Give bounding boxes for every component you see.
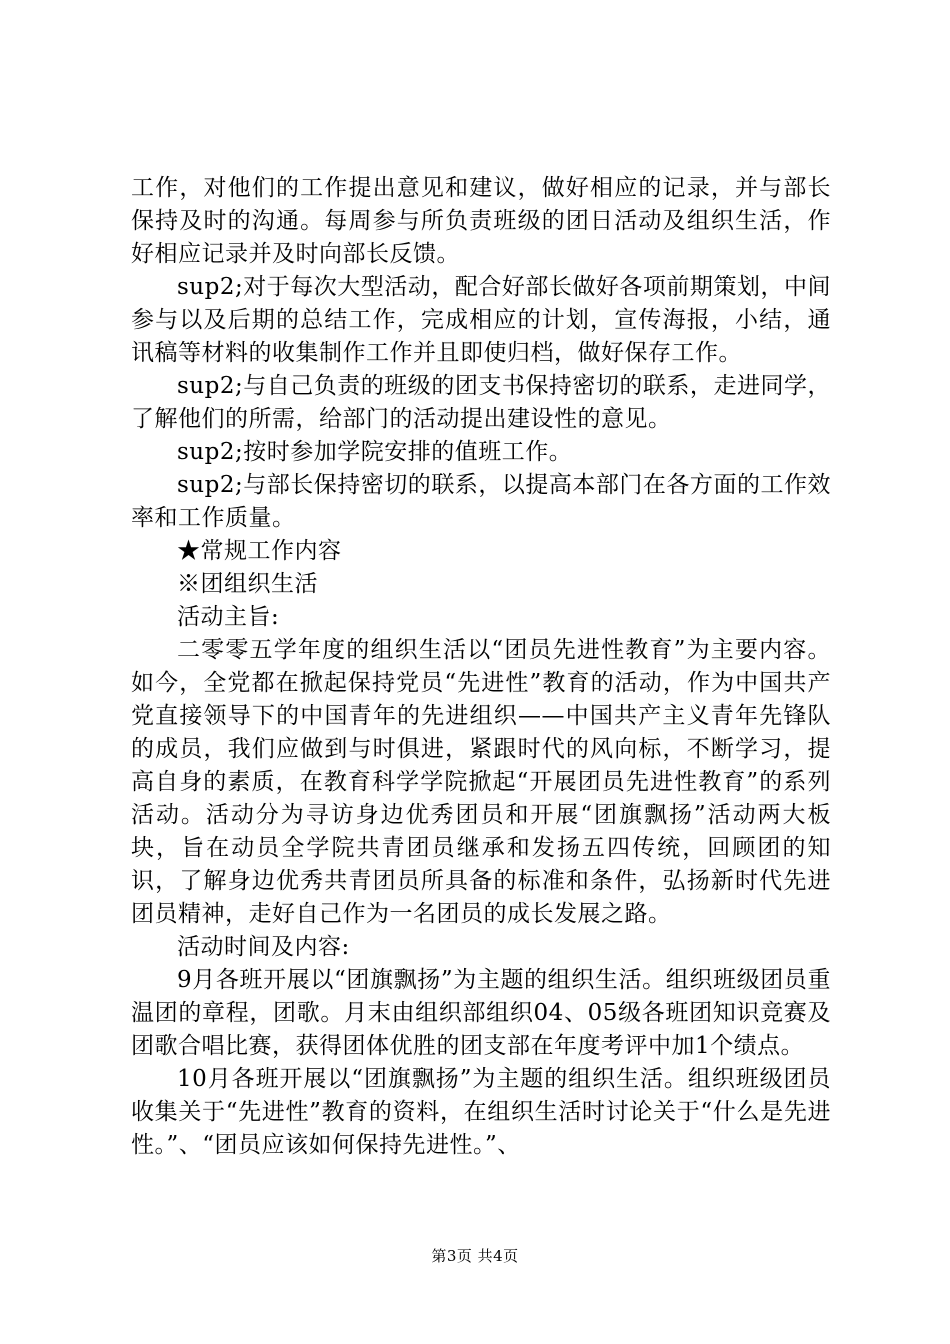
paragraph-large-activities: sup2;对于每次大型活动，配合好部长做好各项前期策划，中间参与以及后期的总结工作，完成相应的计划，宣传海报，小结，通讯稿等材料的收集制作工作并且即使归档，做好保存工作。 bbox=[131, 274, 831, 366]
label-activity-schedule: 活动时间及内容: bbox=[177, 934, 350, 960]
label-activity-purpose: 活动主旨: bbox=[177, 604, 280, 630]
paragraph-minister-contact: sup2;与部长保持密切的联系，以提高本部门在各方面的工作效率和工作质量。 bbox=[131, 472, 831, 531]
paragraph-october-plan: 10月各班开展以“团旗飘扬”为主题的组织生活。组织班级团员收集关于“先进性”教育的资料，在组织生活时讨论关于“什么是先进性。”、“团员应该如何保持先进性。”、 bbox=[131, 1066, 831, 1158]
paragraph-september-plan: 9月各班开展以“团旗飘扬”为主题的组织生活。组织班级团员重温团的章程，团歌。月末由组织部组织04、05级各班团知识竞赛及团歌合唱比赛，获得团体优胜的团支部在年度考评中加1个绩点。 bbox=[131, 967, 831, 1059]
paragraph-duty-shift: sup2;按时参加学院安排的值班工作。 bbox=[177, 439, 573, 465]
paragraph-activity-purpose: 二零零五学年度的组织生活以“团员先进性教育”为主要内容。如今，全党都在掀起保持党员“先进性”教育的活动，作为中国共产党直接领导下的中国青年的先进组织——中国共产主义青年先锋队的成员，我们应做到与时俱进，紧跟时代的风向标，不断学习，提高自身的素质，在教育科学学院掀起“开展团员先进性教育”的系列活动。活动分为寻访身边优秀团员和开展“团旗飘扬”活动两大板块，旨在动员全学院共青团员继承和发扬五四传统，回顾团的知识，了解身边优秀共青团员所具备的标准和条件，弘扬新时代先进团员精神，走好自己作为一名团员的成长发展之路。 bbox=[131, 637, 831, 927]
paragraph-continued-duties: 工作，对他们的工作提出意见和建议，做好相应的记录，并与部长保持及时的沟通。每周参与所负责班级的团日活动及组织生活，作好相应记录并及时向部长反馈。 bbox=[131, 175, 831, 267]
section-heading-league-life: ※团组织生活 bbox=[177, 571, 318, 597]
document-body bbox=[131, 172, 831, 1162]
section-heading-routine-work: ★常规工作内容 bbox=[177, 538, 342, 564]
paragraph-class-liaison: sup2;与自己负责的班级的团支书保持密切的联系，走进同学，了解他们的所需，给部门的活动提出建设性的意见。 bbox=[131, 373, 831, 432]
page-number: 第3页 共4页 bbox=[431, 1247, 519, 1265]
